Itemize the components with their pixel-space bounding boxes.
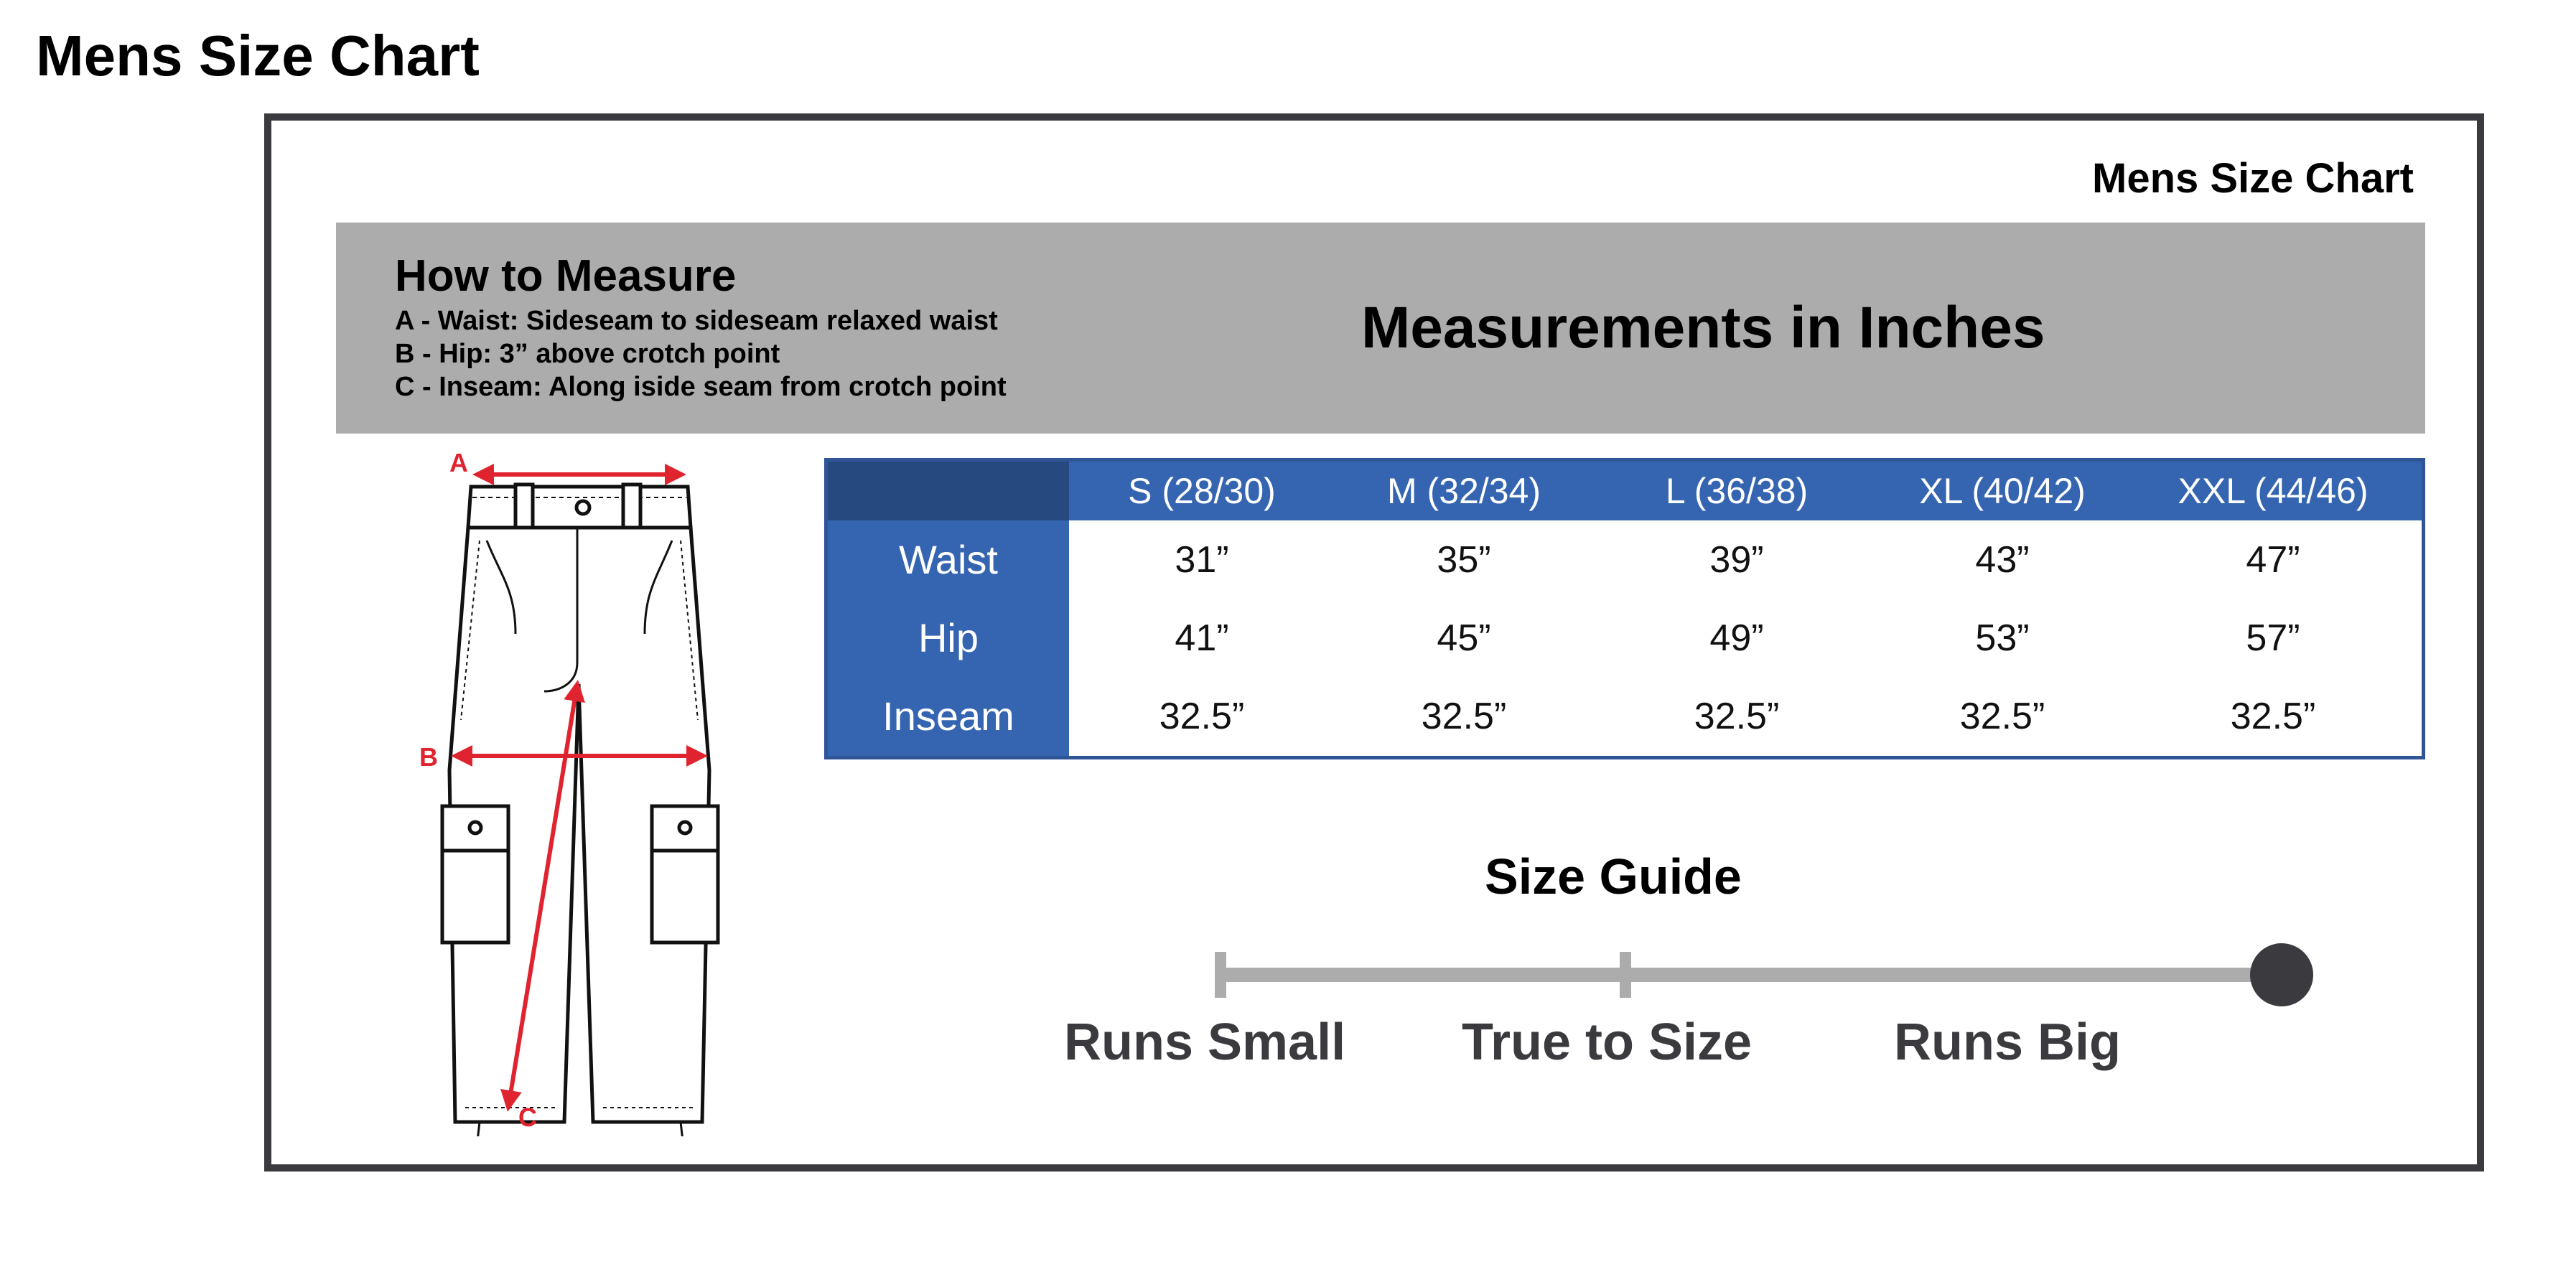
label-c: C [518, 1103, 537, 1132]
how-to-measure-title: How to Measure [395, 251, 737, 301]
table-body [828, 520, 2422, 756]
table-corner [828, 462, 1069, 520]
table-row [828, 599, 2422, 677]
column-header-m: M (32/34) [1387, 471, 1541, 511]
table-cell: 45” [1437, 617, 1491, 659]
size-guide-label-true: True to Size [1462, 1014, 1753, 1071]
column-header-l: L (36/38) [1665, 471, 1809, 511]
table-cell: 49” [1709, 617, 1764, 659]
table-cell: 32.5” [1959, 696, 2045, 738]
size-guide-label-big: Runs Big [1894, 1014, 2121, 1071]
table-cell: 43” [1975, 538, 2030, 581]
measure-instruction-hip: B - Hip: 3” above crotch point [395, 339, 780, 369]
units-title: Measurements in Inches [1361, 295, 2045, 360]
column-header-s: S (28/30) [1128, 471, 1276, 511]
row-header-hip: Hip [828, 599, 1069, 677]
label-b: B [419, 742, 438, 772]
header-band [336, 223, 2425, 434]
size-guide-scale [1133, 917, 2353, 1025]
column-header-xl: XL (40/42) [1919, 471, 2086, 511]
size-guide-marker [2250, 943, 2313, 1006]
row-header-waist: Waist [828, 520, 1069, 599]
table-row [828, 520, 2422, 599]
label-a: A [449, 448, 468, 477]
table-row [828, 678, 2422, 756]
measure-instruction-inseam: C - Inseam: Along iside seam from crotch point [395, 372, 1007, 402]
table-cell: 53” [1975, 617, 2030, 659]
table-cell: 32.5” [1159, 696, 1245, 738]
table-cell: 32.5” [2230, 696, 2316, 738]
column-header-xxl: XXL (44/46) [2178, 471, 2369, 511]
measure-instruction-waist: A - Waist: Sideseam to sideseam relaxed waist [395, 306, 998, 336]
size-chart-frame [264, 113, 2484, 1172]
table-cell: 47” [2246, 538, 2300, 581]
table-cell: 39” [1709, 538, 1764, 581]
size-table [824, 458, 2425, 759]
table-cell: 31” [1175, 538, 1229, 581]
table-cell: 35” [1437, 538, 1491, 581]
chart-title: Mens Size Chart [2092, 155, 2414, 202]
table-cell: 32.5” [1694, 696, 1780, 738]
page-title: Mens Size Chart [36, 24, 480, 88]
table-cell: 41” [1175, 617, 1229, 659]
cargo-pockets [442, 806, 718, 943]
table-header-row [828, 462, 2422, 520]
table-cell: 57” [2246, 617, 2300, 659]
size-guide-title: Size Guide [1485, 848, 1742, 904]
row-header-inseam: Inseam [828, 678, 1069, 756]
size-guide-label-small: Runs Small [1064, 1014, 1346, 1071]
table-cell: 32.5” [1421, 696, 1507, 738]
cargo-pants-diagram [408, 447, 752, 1136]
